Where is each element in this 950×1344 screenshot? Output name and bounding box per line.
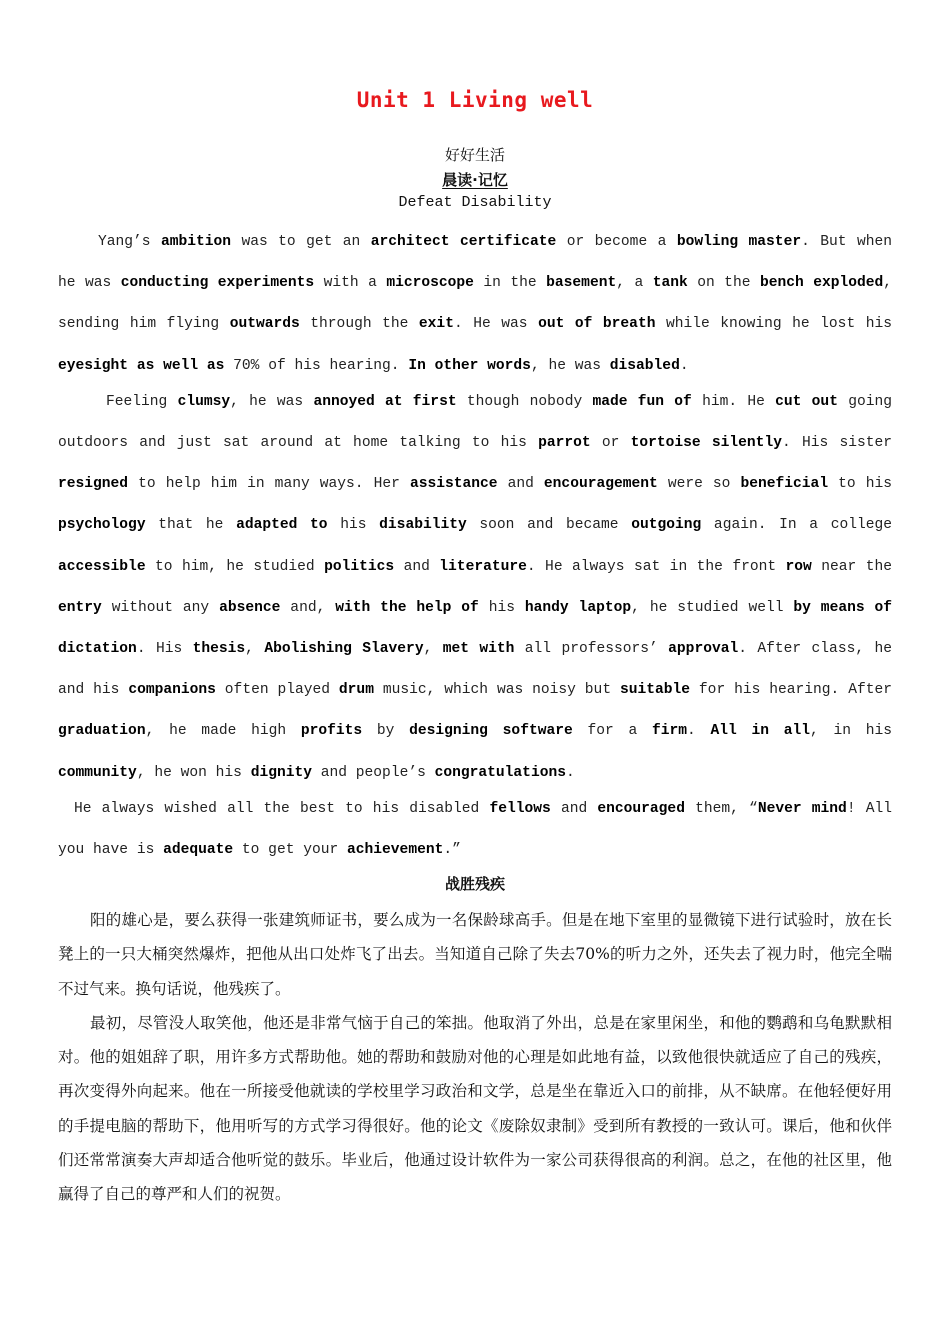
key-vocabulary: graduation xyxy=(58,723,146,740)
text-run: his xyxy=(327,517,380,534)
text-run: with a xyxy=(314,275,387,292)
text-run: was to get an xyxy=(231,234,371,250)
text-run: him. He xyxy=(691,393,776,410)
key-vocabulary: outgoing xyxy=(631,517,702,534)
key-vocabulary: All in all xyxy=(710,723,811,740)
key-vocabulary: disabled xyxy=(609,357,680,374)
key-vocabulary: ambition xyxy=(160,234,232,250)
text-run: and people’s xyxy=(312,764,435,781)
key-vocabulary: row xyxy=(785,558,812,575)
text-run: , he won his xyxy=(136,764,251,781)
chinese-paragraph-1: 阳的雄心是，要么获得一张建筑师证书，要么成为一名保龄球高手。但是在地下室里的显微镜下进行试验时，放在长凳上的一只大桶突然爆炸，把他从出口处炸飞了出去。当知道自己除了失去70%的听力之外，还失去了视力时，他完全喘不过气来。换句话说，他残疾了。 xyxy=(58,911,892,998)
english-paragraph-2 xyxy=(58,382,892,794)
key-vocabulary: tortoise silently xyxy=(630,435,782,452)
text-run: , in his xyxy=(810,723,893,740)
key-vocabulary: architect certificate xyxy=(370,234,557,250)
english-passage xyxy=(58,222,892,866)
key-vocabulary: outwards xyxy=(229,316,300,333)
key-vocabulary: fellows xyxy=(489,800,551,817)
text-run: or xyxy=(590,435,631,452)
english-paragraph-1 xyxy=(58,222,892,387)
key-vocabulary: bench exploded xyxy=(759,275,884,292)
text-run: ! All you have is xyxy=(58,800,893,859)
text-run: to get your xyxy=(233,842,348,859)
key-vocabulary: basement xyxy=(546,275,617,292)
text-run: and, xyxy=(280,599,336,616)
text-run: . xyxy=(686,723,711,740)
text-run: in the xyxy=(473,275,547,292)
unit-title: Unit 1 Living well xyxy=(356,88,594,112)
key-vocabulary: literature xyxy=(439,558,527,575)
key-vocabulary: clumsy xyxy=(177,393,231,410)
key-vocabulary: community xyxy=(58,764,137,781)
text-run: by xyxy=(362,723,410,740)
text-run: . He always sat in the front xyxy=(526,558,786,575)
text-run: . His xyxy=(136,641,193,658)
text-run: .” xyxy=(443,842,461,859)
text-run: were so xyxy=(657,476,741,493)
text-run: . xyxy=(679,357,689,374)
key-vocabulary: companions xyxy=(128,682,216,699)
text-run: , he studied well xyxy=(631,599,794,616)
key-vocabulary: politics xyxy=(324,558,395,575)
text-run: often played xyxy=(215,682,339,699)
key-vocabulary: eyesight as well as xyxy=(58,357,225,374)
key-vocabulary: accessible xyxy=(58,558,146,575)
key-vocabulary: firm xyxy=(651,723,687,740)
text-run: all professors’ xyxy=(514,641,669,658)
key-vocabulary: drum xyxy=(338,682,374,699)
text-run: . But when he was xyxy=(58,234,892,292)
key-vocabulary: bowling master xyxy=(676,234,802,250)
text-run: 70% of his hearing. xyxy=(224,357,409,374)
key-vocabulary: with the help of xyxy=(335,599,479,616)
text-run: music, which was noisy but xyxy=(373,682,620,699)
text-run: soon and became xyxy=(466,517,632,534)
text-run: though nobody xyxy=(456,393,593,410)
key-vocabulary: In other words xyxy=(408,357,531,374)
text-run: his xyxy=(478,599,525,616)
key-vocabulary: cut out xyxy=(775,393,838,410)
key-vocabulary: by means of dictation xyxy=(58,599,893,658)
text-run: while knowing he lost his xyxy=(655,316,892,333)
key-vocabulary: adapted to xyxy=(236,517,328,534)
key-vocabulary: encouraged xyxy=(597,800,685,817)
section-label-text: 晨读·记忆 xyxy=(442,171,508,189)
text-run: on the xyxy=(687,275,760,292)
key-vocabulary: annoyed at first xyxy=(313,393,457,410)
key-vocabulary: entry xyxy=(58,599,102,616)
text-run: without any xyxy=(101,599,220,616)
text-run: . xyxy=(565,764,575,781)
unit-subtitle: 好好生活 xyxy=(444,146,505,164)
text-run: . He was xyxy=(453,316,539,333)
text-run: for a xyxy=(572,723,652,740)
text-run: , xyxy=(245,641,265,658)
text-run: and xyxy=(497,476,544,493)
key-vocabulary: absence xyxy=(219,599,281,616)
text-run: to him, he studied xyxy=(145,558,325,575)
key-vocabulary: encouragement xyxy=(543,476,658,493)
text-run: again. In a college xyxy=(701,517,893,534)
text-run: Yang’s xyxy=(98,234,161,250)
chinese-title: 战胜残疾 xyxy=(444,875,505,893)
text-run: , a xyxy=(616,275,653,292)
text-run: near the xyxy=(811,558,892,575)
key-vocabulary: dignity xyxy=(250,764,312,781)
key-vocabulary: resigned xyxy=(58,476,129,493)
key-vocabulary: profits xyxy=(300,723,363,740)
key-vocabulary: made fun of xyxy=(592,393,692,410)
key-vocabulary: beneficial xyxy=(740,476,829,493)
key-vocabulary: Abolishing Slavery xyxy=(264,641,424,658)
text-run: Feeling xyxy=(106,393,178,410)
key-vocabulary: suitable xyxy=(619,682,691,699)
text-run: that he xyxy=(145,517,237,534)
text-run: , sending him flying xyxy=(58,275,893,333)
key-vocabulary: Never mind xyxy=(757,800,847,817)
key-vocabulary: handy laptop xyxy=(524,599,632,616)
passage-title: Defeat Disability xyxy=(398,194,552,211)
key-vocabulary: met with xyxy=(442,641,515,658)
key-vocabulary: approval xyxy=(668,641,739,658)
text-run: them, “ xyxy=(684,800,758,817)
key-vocabulary: microscope xyxy=(386,275,474,292)
key-vocabulary: achievement xyxy=(347,842,444,859)
chinese-paragraph-2: 最初，尽管没人取笑他，他还是非常气恼于自己的笨拙。他取消了外出，总是在家里闲坐，和他的鹦鹉和乌龟默默相对。他的姐姐辞了职，用许多方式帮助他。她的帮助和鼓励对他的心理是如此地有益，以致他很快就适应了自己的残疾，再次变得外向起来。他在一所接受他就读的学校里学习政治和文学，总是坐在靠近入口的前排，从不缺席。在他轻便好用的手提电脑的帮助下，他用听写的方式学习得很好。他的论文《废除奴隶制》受到所有教授的一致认可。课后，他和伙伴们还常常演奏大声却适合他听觉的鼓乐。毕业后，他通过设计软件为一家公司获得很高的利润。总之，在他的社区里，他赢得了自己的尊严和人们的祝贺。 xyxy=(58,1013,892,1204)
key-vocabulary: designing software xyxy=(409,723,573,740)
text-run: , he was xyxy=(530,357,610,374)
text-run: , he was xyxy=(230,393,314,410)
key-vocabulary: thesis xyxy=(192,641,246,658)
text-run: to help him in many ways. Her xyxy=(128,476,410,493)
text-run: or become a xyxy=(556,234,677,250)
text-run: going outdoors and just sat around at home talking to his xyxy=(58,393,893,452)
text-run: and xyxy=(550,800,598,817)
text-run: , he made high xyxy=(145,723,301,740)
text-run: through the xyxy=(299,316,419,333)
text-run: for his hearing. After xyxy=(690,682,892,699)
key-vocabulary: conducting experiments xyxy=(120,275,315,292)
key-vocabulary: congratulations xyxy=(434,764,566,781)
key-vocabulary: psychology xyxy=(58,517,146,534)
text-run: and xyxy=(394,558,440,575)
text-run: He always wished all the best to his disabled xyxy=(74,800,490,817)
english-paragraph-3 xyxy=(58,789,892,871)
key-vocabulary: adequate xyxy=(163,842,234,859)
key-vocabulary: tank xyxy=(652,275,688,292)
key-vocabulary: parrot xyxy=(538,435,591,452)
text-run: . His sister xyxy=(781,435,892,452)
text-run: to his xyxy=(828,476,892,493)
key-vocabulary: disability xyxy=(379,517,467,534)
key-vocabulary: out of breath xyxy=(538,316,656,333)
text-run: , xyxy=(423,641,443,658)
text-run: . After class, he and his xyxy=(58,641,892,699)
chinese-passage xyxy=(58,903,892,1212)
section-label xyxy=(0,169,950,190)
key-vocabulary: assistance xyxy=(409,476,498,493)
key-vocabulary: exit xyxy=(418,316,454,333)
